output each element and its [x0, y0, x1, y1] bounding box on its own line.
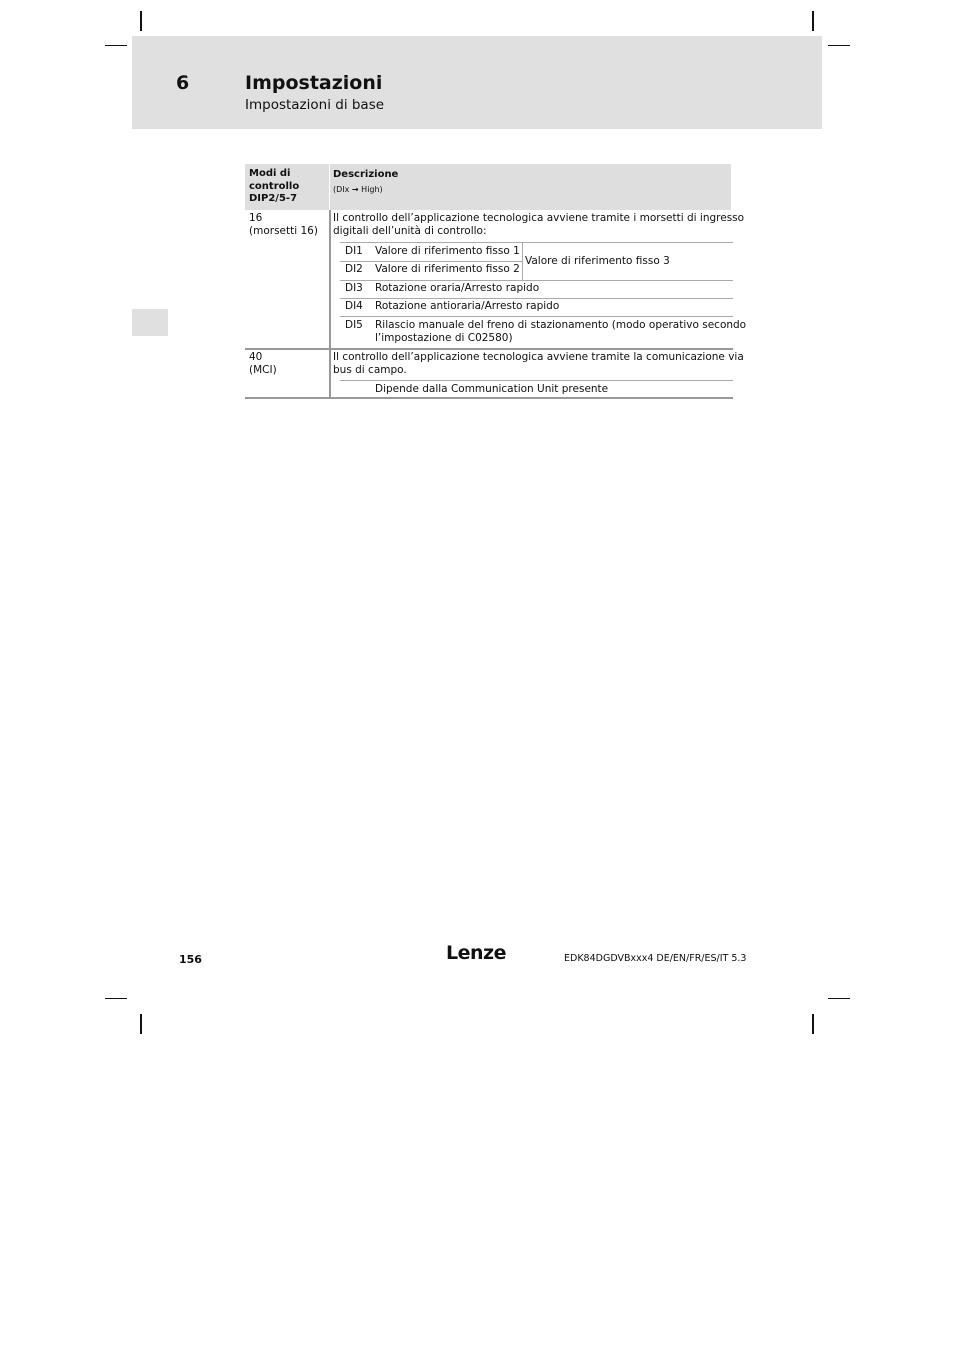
crop-mark: [828, 45, 850, 46]
input-di2-id: DI2: [345, 263, 363, 275]
column-divider: [329, 210, 331, 397]
row-40-note: Dipende dalla Communication Unit presente: [375, 383, 609, 395]
row-16-description: Il controllo dell’applicazione tecnologica avviene tramite i morsetti di ingresso digitali dell’unità di controllo:: [333, 212, 745, 237]
page-number: 156: [179, 953, 202, 966]
crop-mark: [105, 45, 127, 46]
side-tab-marker: [132, 309, 168, 336]
crop-mark: [140, 1014, 142, 1034]
col1-header: Modi di controllo DIP2/5-7: [249, 168, 300, 204]
input-di4-label: Rotazione antioraria/Arresto rapido: [375, 300, 560, 312]
crop-mark: [812, 1014, 814, 1034]
chapter-title: Impostazioni: [245, 72, 383, 94]
crop-mark: [105, 998, 127, 999]
row-rule: [340, 261, 522, 262]
control-modes-table: [245, 164, 747, 399]
input-di5-label: Rilascio manuale del freno di stazionamento (modo operativo secondo l’impostazione di C02580): [375, 319, 747, 344]
mode-16: 16 (morsetti 16): [249, 212, 318, 237]
col2-header-sub: (DIx → High): [333, 185, 383, 194]
row-rule: [340, 280, 733, 281]
crop-mark: [140, 11, 142, 31]
input-di2-label: Valore di riferimento fisso 2: [375, 263, 520, 275]
crop-mark: [828, 998, 850, 999]
chapter-number: 6: [176, 72, 190, 94]
table-header-bg: [245, 164, 731, 210]
table-header-separator: [329, 164, 330, 210]
lenze-logo: Lenze: [446, 942, 506, 964]
row-rule: [340, 316, 733, 317]
input-di3-id: DI3: [345, 282, 363, 294]
row-rule: [340, 380, 733, 381]
document-code: EDK84DGDVBxxx4 DE/EN/FR/ES/IT 5.3: [564, 953, 747, 964]
arrow-right-icon: →: [351, 185, 359, 194]
chapter-subtitle: Impostazioni di base: [245, 97, 385, 113]
input-di4-id: DI4: [345, 300, 363, 312]
input-di1-label: Valore di riferimento fisso 1: [375, 245, 520, 257]
row-rule: [340, 242, 733, 243]
row-separator: [245, 348, 733, 350]
crop-mark: [812, 11, 814, 31]
input-di5-id: DI5: [345, 319, 363, 331]
table-bottom-rule: [245, 397, 733, 399]
mode-40: 40 (MCI): [249, 351, 277, 376]
cell-divider: [522, 242, 523, 280]
input-di1-id: DI1: [345, 245, 363, 257]
chapter-header-band: [132, 36, 822, 129]
input-di3-label: Rotazione oraria/Arresto rapido: [375, 282, 540, 294]
row-rule: [340, 298, 733, 299]
row-40-description: Il controllo dell’applicazione tecnologica avviene tramite la comunicazione via bus di campo.: [333, 351, 744, 376]
combined-label: Valore di riferimento fisso 3: [525, 255, 670, 267]
col2-header: Descrizione: [333, 169, 399, 180]
